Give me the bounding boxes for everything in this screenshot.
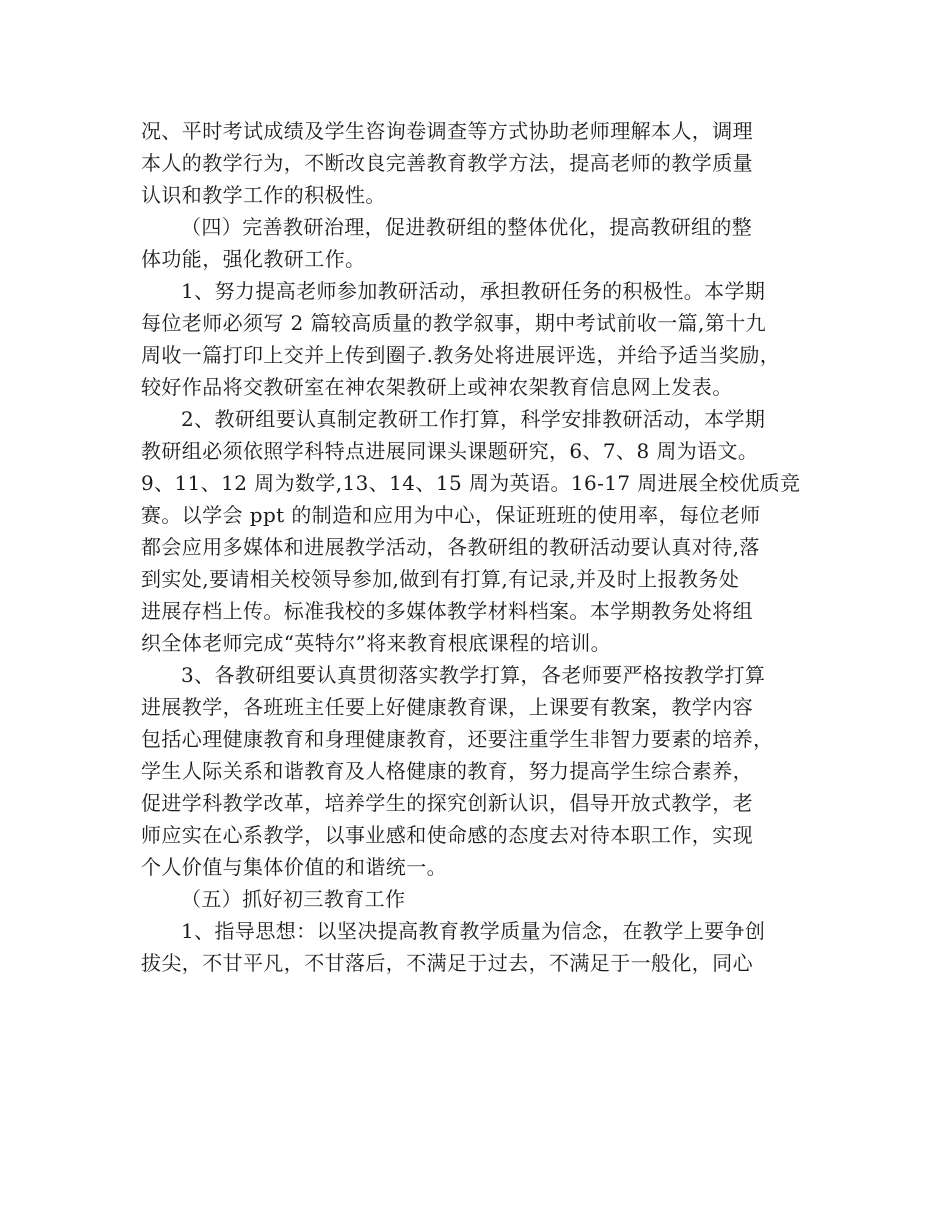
text-line: 进展教学，各班班主任要上好健康教育课，上课要有教案，教学内容 [141, 695, 753, 719]
text-line: 赛。以学会 ppt 的制造和应用为中心，保证班班的使用率，每位老师 [141, 503, 761, 527]
text-line: 织全体老师完成“英特尔”将来教育根底课程的培训。 [141, 631, 612, 655]
text-line: 况、平时考试成绩及学生咨询卷调查等方式协助老师理解本人，调理 [141, 119, 753, 143]
text-line: 包括心理健康教育和身理健康教育，还要注重学生非智力要素的培养， [141, 727, 774, 751]
text-line: 3、各教研组要认真贯彻落实教学打算，各老师要严格按教学打算 [181, 663, 766, 687]
text-line: 每位老师必须写 2 篇较高质量的教学叙事，期中考试前收一篇,第十九 [141, 311, 766, 335]
text-line: 较好作品将交教研室在神农架教研上或神农架教育信息网上发表。 [141, 375, 733, 399]
text-line: 拔尖，不甘平凡，不甘落后，不满足于过去，不满足于一般化，同心 [141, 951, 753, 975]
text-line: 2、教研组要认真制定教研工作打算，科学安排教研活动，本学期 [181, 407, 766, 431]
text-line: 本人的教学行为，不断改良完善教育教学方法，提高老师的教学质量 [141, 151, 753, 175]
text-line: 教研组必须依照学科特点进展同课头课题研究，6、7、8 周为语文。 [141, 439, 759, 463]
text-line: 学生人际关系和谐教育及人格健康的教育，努力提高学生综合素养， [141, 759, 753, 783]
text-line: 进展存档上传。标准我校的多媒体教学材料档案。本学期教务处将组 [141, 599, 753, 623]
text-line: 1、指导思想：以坚决提高教育教学质量为信念，在教学上要争创 [181, 919, 766, 943]
text-line: 促进学科教学改革，培养学生的探究创新认识，倡导开放式教学，老 [141, 791, 753, 815]
text-line: 都会应用多媒体和进展教学活动，各教研组的教研活动要认真对待,落 [141, 535, 760, 559]
text-line: （五）抓好初三教育工作 [181, 887, 406, 911]
text-line: 师应实在心系教学，以事业感和使命感的态度去对待本职工作，实现 [141, 823, 753, 847]
text-line: 到实处,要请相关校领导参加,做到有打算,有记录,并及时上报教务处 [141, 567, 740, 591]
text-line: 9、11、12 周为数学,13、14、15 周为英语。16-17 周进展全校优质竞 [141, 471, 801, 495]
text-line: 个人价值与集体价值的和谐统一。 [141, 855, 447, 879]
text-line: 认识和教学工作的积极性。 [141, 183, 386, 207]
text-line: 体功能，强化教研工作。 [141, 247, 366, 271]
text-line: 周收一篇打印上交并上传到圈子.教务处将进展评选，并给予适当奖励， [141, 343, 781, 367]
text-line: 1、努力提高老师参加教研活动，承担教研任务的积极性。本学期 [181, 279, 766, 303]
document-body [141, 115, 831, 979]
text-line: （四）完善教研治理，促进教研组的整体优化，提高教研组的整 [181, 215, 753, 239]
